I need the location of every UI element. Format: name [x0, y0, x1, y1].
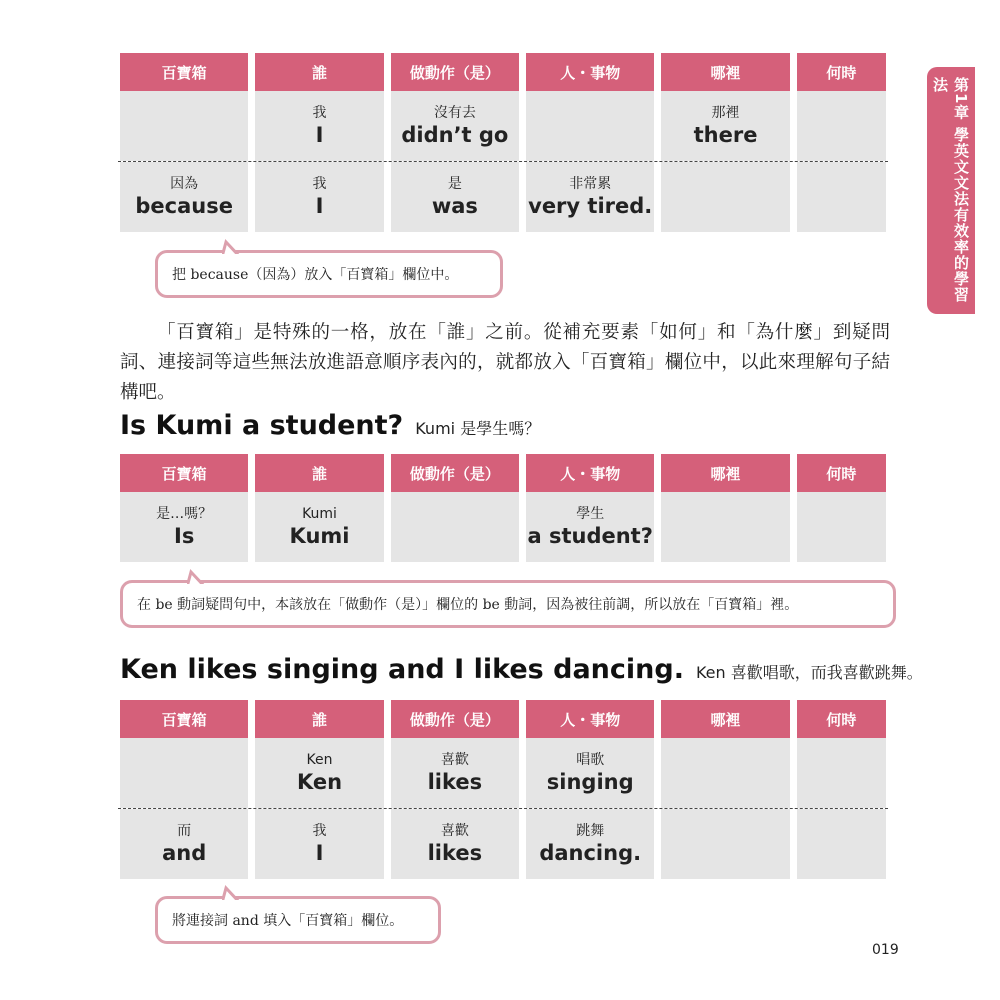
header-cell: 人・事物: [526, 700, 654, 738]
table-row: [120, 492, 886, 562]
table-cell: [391, 492, 519, 562]
header-cell: 做動作（是）: [391, 700, 519, 738]
cell-translation: 那裡: [711, 105, 740, 121]
table-cell: [797, 91, 886, 161]
cell-translation: 跳舞: [576, 823, 605, 839]
chapter-tab-label: 第1章 學英文文法有效率的學習法: [931, 77, 970, 303]
header-cell: 百寶箱: [120, 454, 248, 492]
header-cell: 做動作（是）: [391, 53, 519, 91]
table-header: [120, 53, 886, 91]
table-cell: [120, 738, 248, 808]
cell-english: I: [315, 194, 324, 218]
cell-english: likes: [427, 770, 483, 794]
cell-english: and: [162, 841, 207, 865]
table-cell: [120, 162, 248, 232]
cell-translation: 學生: [576, 506, 605, 522]
cell-english: Kumi: [289, 524, 350, 548]
section-subtitle-3: Ken 喜歡唱歌，而我喜歡跳舞。: [695, 663, 923, 682]
cell-translation: 是: [447, 176, 462, 192]
chapter-tab: [927, 67, 975, 314]
table-row: [120, 162, 886, 232]
cell-translation: 喜歡: [440, 823, 469, 839]
table-cell: [120, 91, 248, 161]
table-cell: [661, 91, 789, 161]
table-cell: [120, 809, 248, 879]
body-paragraph: 「百寶箱」是特殊的一格，放在「誰」之前。從補充要素「如何」和「為什麼」到疑問詞、連接詞等這些無法放進語意順序表內的，就都放入「百寶箱」欄位中，以此來理解句子結構吧。: [120, 322, 890, 403]
table-cell: [661, 492, 789, 562]
note-box-1: [155, 250, 503, 298]
table-cell: [526, 738, 654, 808]
cell-english: I: [315, 123, 324, 147]
table-row: [120, 809, 886, 879]
table-header: [120, 700, 886, 738]
header-cell: 哪裡: [661, 454, 789, 492]
cell-english: was: [431, 194, 478, 218]
table-cell: [526, 492, 654, 562]
cell-translation: 唱歌: [576, 752, 605, 768]
table-cell: [797, 738, 886, 808]
sentence-table-3: [120, 700, 886, 879]
cell-translation: 沒有去: [433, 105, 476, 121]
cell-english: Is: [174, 524, 195, 548]
table-cell: [797, 809, 886, 879]
table-cell: [661, 809, 789, 879]
table-cell: [391, 91, 519, 161]
table-row: [120, 91, 886, 161]
cell-english: there: [693, 123, 758, 147]
header-cell: 何時: [797, 53, 886, 91]
table-row: [120, 738, 886, 808]
section-title-2: Is Kumi a student?: [120, 410, 404, 441]
header-cell: 何時: [797, 700, 886, 738]
header-cell: 誰: [255, 454, 383, 492]
cell-translation: 因為: [170, 176, 199, 192]
table-cell: [391, 162, 519, 232]
note-box-2: [120, 580, 896, 628]
table-cell: [526, 162, 654, 232]
cell-english: singing: [546, 770, 634, 794]
section-heading-2: [120, 410, 540, 441]
cell-english: because: [135, 194, 233, 218]
table-cell: [391, 809, 519, 879]
callout-tip: [222, 239, 240, 257]
cell-english: a student?: [527, 524, 653, 548]
table-cell: [120, 492, 248, 562]
table-cell: [661, 162, 789, 232]
table-cell: [526, 91, 654, 161]
header-cell: 誰: [255, 53, 383, 91]
table-cell: [391, 738, 519, 808]
cell-translation: 是…嗎？: [156, 506, 213, 522]
table-cell: [526, 809, 654, 879]
table-cell: [661, 738, 789, 808]
cell-english: I: [315, 841, 324, 865]
header-cell: 做動作（是）: [391, 454, 519, 492]
cell-translation: 我: [312, 823, 327, 839]
header-cell: 百寶箱: [120, 53, 248, 91]
cell-english: very tired.: [528, 194, 653, 218]
cell-translation: 而: [177, 823, 192, 839]
header-cell: 哪裡: [661, 700, 789, 738]
cell-english: Ken: [296, 770, 343, 794]
cell-translation: 我: [312, 176, 327, 192]
cell-translation: 喜歡: [440, 752, 469, 768]
note-box-3: [155, 896, 441, 944]
table-cell: [255, 492, 383, 562]
callout-tip: [187, 569, 205, 587]
table-cell: [797, 162, 886, 232]
note-text-3: 將連接詞 and 填入「百寶箱」欄位。: [172, 913, 404, 929]
section-subtitle-2: Kumi 是學生嗎？: [415, 419, 541, 438]
header-cell: 人・事物: [526, 454, 654, 492]
sentence-table-2: [120, 454, 886, 562]
header-cell: 誰: [255, 700, 383, 738]
header-cell: 百寶箱: [120, 700, 248, 738]
cell-english: likes: [427, 841, 483, 865]
header-cell: 人・事物: [526, 53, 654, 91]
cell-translation: 我: [312, 105, 327, 121]
callout-tip: [222, 885, 240, 903]
table-cell: [255, 738, 383, 808]
table-cell: [797, 492, 886, 562]
table-header: [120, 454, 886, 492]
header-cell: 哪裡: [661, 53, 789, 91]
note-text-1: 把 because（因為）放入「百寶箱」欄位中。: [172, 267, 459, 283]
header-cell: 何時: [797, 454, 886, 492]
note-text-2: 在 be 動詞疑問句中，本該放在「做動作（是）」欄位的 be 動詞，因為被往前調，所以放在「百寶箱」裡。: [137, 597, 799, 613]
cell-translation: 非常累: [569, 176, 612, 192]
table-cell: [255, 809, 383, 879]
sentence-table-1: [120, 53, 886, 232]
cell-translation: Kumi: [302, 506, 337, 522]
table-cell: [255, 91, 383, 161]
section-title-3: Ken likes singing and I likes dancing.: [120, 654, 684, 685]
cell-english: didn’t go: [401, 123, 509, 147]
page-number: 019: [872, 942, 899, 958]
section-heading-3: [120, 654, 923, 685]
table-cell: [255, 162, 383, 232]
cell-english: dancing.: [539, 841, 642, 865]
cell-translation: Ken: [306, 752, 333, 768]
